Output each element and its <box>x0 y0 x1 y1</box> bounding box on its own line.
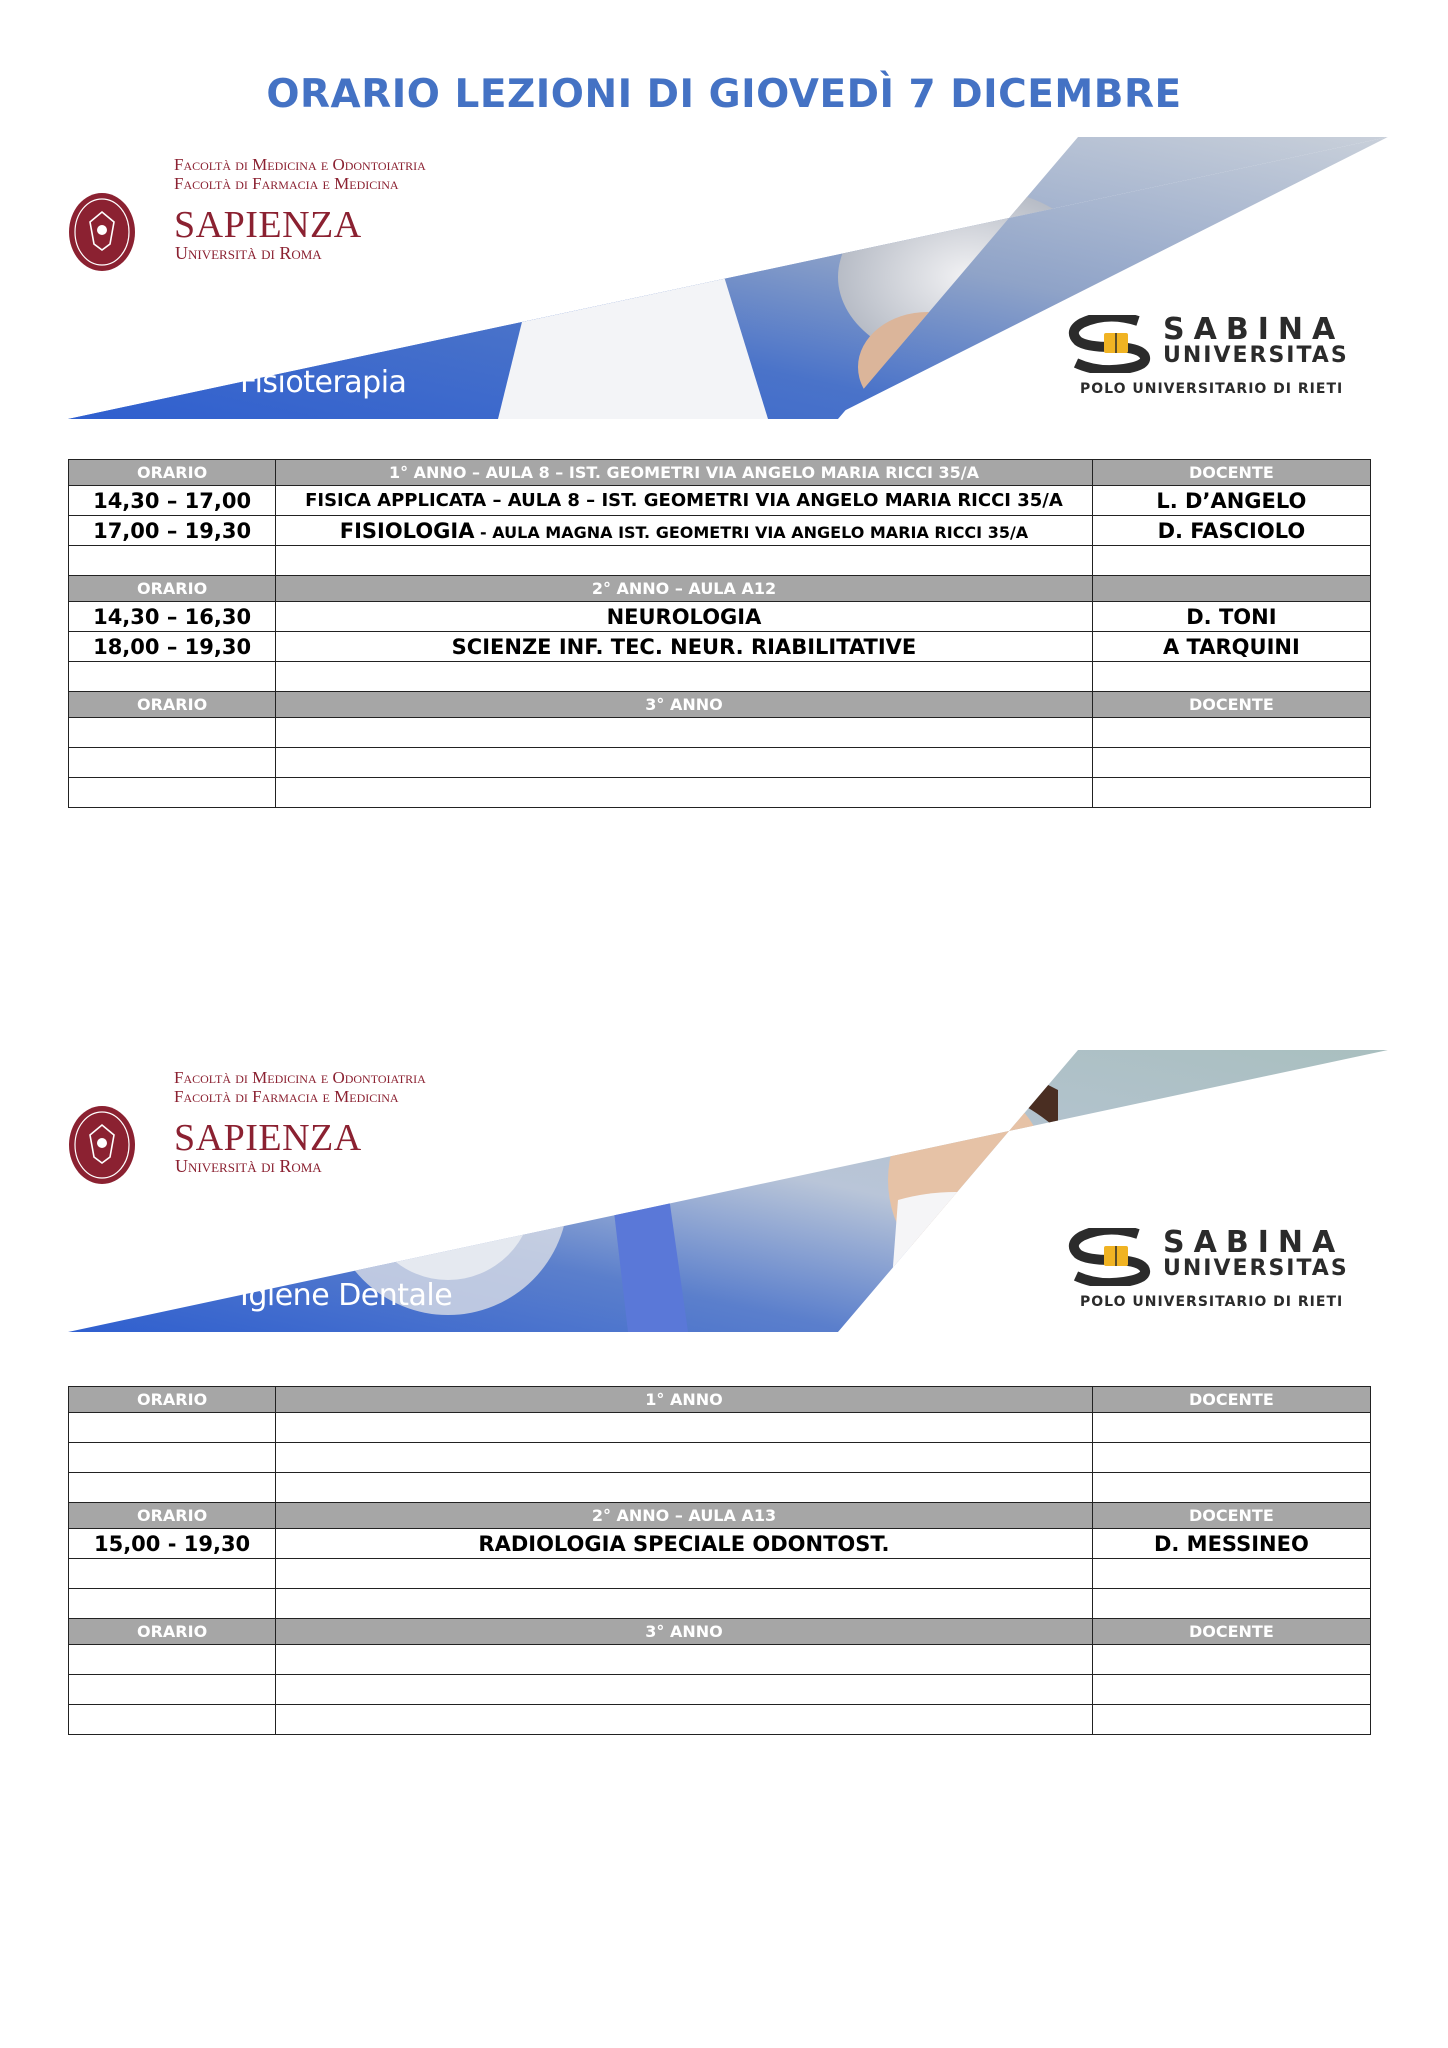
table-row <box>69 1443 1371 1473</box>
cell-subject <box>276 1443 1093 1473</box>
cell-time: 17,00 – 19,30 <box>69 516 276 546</box>
header-teacher: DOCENTE <box>1092 1503 1370 1529</box>
sabina-name: SABINA <box>1163 1225 1345 1260</box>
cell-teacher <box>1092 778 1370 808</box>
table-row <box>69 632 1371 662</box>
banner-igiene-dentale <box>68 1050 1388 1332</box>
cell-subject: SCIENZE INF. TEC. NEUR. RIABILITATIVE <box>276 632 1093 662</box>
table-row <box>69 718 1371 748</box>
header-subject: 2° ANNO – AULA A12 <box>276 576 1093 602</box>
cell-teacher <box>1092 1705 1370 1735</box>
header-time: ORARIO <box>69 576 276 602</box>
faculty-line-1: Facoltà di Medicina e Odontoiatria <box>174 1068 426 1087</box>
cell-teacher: L. D’ANGELO <box>1092 486 1370 516</box>
header-time: ORARIO <box>69 692 276 718</box>
cell-teacher <box>1092 1413 1370 1443</box>
table-row <box>69 1645 1371 1675</box>
faculty-line-2: Facoltà di Farmacia e Medicina <box>174 1087 399 1106</box>
header-teacher: DOCENTE <box>1092 1619 1370 1645</box>
header-teacher: DOCENTE <box>1092 460 1370 486</box>
cell-teacher: A TARQUINI <box>1092 632 1370 662</box>
table-row <box>69 516 1371 546</box>
faculty-line-2: Facoltà di Farmacia e Medicina <box>174 174 399 193</box>
cell-teacher <box>1092 546 1370 576</box>
cell-subject <box>276 1589 1093 1619</box>
cell-subject <box>276 1413 1093 1443</box>
cell-teacher <box>1092 662 1370 692</box>
cell-teacher: D. TONI <box>1092 602 1370 632</box>
cell-teacher: D. MESSINEO <box>1092 1529 1370 1559</box>
table-row <box>69 1473 1371 1503</box>
cell-subject <box>276 546 1093 576</box>
sabina-name: SABINA <box>1163 312 1345 347</box>
header-time: ORARIO <box>69 1503 276 1529</box>
header-teacher: DOCENTE <box>1092 692 1370 718</box>
table-row <box>69 1413 1371 1443</box>
cell-subject <box>276 1645 1093 1675</box>
universitas-name: UNIVERSITAS <box>1163 1256 1349 1281</box>
table-row <box>69 1675 1371 1705</box>
course-name: Igiene Dentale <box>240 1278 453 1313</box>
cell-teacher <box>1092 1443 1370 1473</box>
cell-subject <box>276 748 1093 778</box>
course-name: Fisioterapia <box>240 365 407 400</box>
banner-fisioterapia <box>68 137 1388 419</box>
cell-time <box>69 1705 276 1735</box>
table-header-row <box>69 1503 1371 1529</box>
cell-subject <box>276 1559 1093 1589</box>
cell-time <box>69 1413 276 1443</box>
table-row <box>69 1705 1371 1735</box>
cell-time <box>69 1443 276 1473</box>
header-teacher <box>1092 576 1370 602</box>
sabina-universitas-logo <box>1068 1225 1368 1318</box>
sapienza-subtitle: Università di Roma <box>175 1156 322 1176</box>
universitas-name: UNIVERSITAS <box>1163 343 1349 368</box>
sabina-universitas-logo <box>1068 312 1368 405</box>
cell-teacher <box>1092 1473 1370 1503</box>
sapienza-wordmark: SAPIENZA <box>174 1117 362 1159</box>
cell-time <box>69 1675 276 1705</box>
header-subject: 1° ANNO – AULA 8 – IST. GEOMETRI VIA ANGELO MARIA RICCI 35/A <box>276 460 1093 486</box>
cell-subject <box>276 516 1093 546</box>
cell-time <box>69 1589 276 1619</box>
header-time: ORARIO <box>69 460 276 486</box>
cell-time: 14,30 – 17,00 <box>69 486 276 516</box>
cell-time <box>69 1645 276 1675</box>
cell-time <box>69 718 276 748</box>
cell-teacher <box>1092 1675 1370 1705</box>
cell-subject <box>276 778 1093 808</box>
cell-time <box>69 748 276 778</box>
sabina-s-mark-icon <box>1068 1228 1156 1286</box>
cell-subject <box>276 1473 1093 1503</box>
header-teacher: DOCENTE <box>1092 1387 1370 1413</box>
table-header-row <box>69 460 1371 486</box>
cell-subject: NEUROLOGIA <box>276 602 1093 632</box>
sapienza-wordmark: SAPIENZA <box>174 204 362 246</box>
table-header-row <box>69 692 1371 718</box>
cell-subject <box>276 1705 1093 1735</box>
table-row <box>69 662 1371 692</box>
cell-time: 14,30 – 16,30 <box>69 602 276 632</box>
cell-teacher <box>1092 1645 1370 1675</box>
table-header-row <box>69 576 1371 602</box>
cell-time <box>69 1473 276 1503</box>
cell-subject: RADIOLOGIA SPECIALE ODONTOST. <box>276 1529 1093 1559</box>
table-row <box>69 778 1371 808</box>
subject-location: - AULA MAGNA IST. GEOMETRI VIA ANGELO MARIA RICCI 35/A <box>474 522 1029 542</box>
table-row <box>69 748 1371 778</box>
cell-time <box>69 546 276 576</box>
header-subject: 3° ANNO <box>276 692 1093 718</box>
table-row <box>69 1559 1371 1589</box>
table-row <box>69 546 1371 576</box>
cell-subject: FISICA APPLICATA – AULA 8 – IST. GEOMETRI VIA ANGELO MARIA RICCI 35/A <box>276 486 1093 516</box>
page-title: ORARIO LEZIONI DI GIOVEDÌ 7 DICEMBRE <box>266 72 1182 117</box>
table-header-row <box>69 1387 1371 1413</box>
header-subject: 3° ANNO <box>276 1619 1093 1645</box>
cell-teacher <box>1092 1559 1370 1589</box>
sabina-s-mark-icon <box>1068 315 1156 373</box>
subject-main: FISIOLOGIA <box>339 518 475 543</box>
sapienza-seal-logo <box>68 1105 136 1185</box>
table-row <box>69 1529 1371 1559</box>
polo-rieti: POLO UNIVERSITARIO DI RIETI <box>1080 1294 1344 1310</box>
cell-teacher: D. FASCIOLO <box>1092 516 1370 546</box>
cell-subject <box>276 718 1093 748</box>
sapienza-seal-logo <box>68 192 136 272</box>
table-header-row <box>69 1619 1371 1645</box>
cell-time <box>69 1559 276 1589</box>
header-time: ORARIO <box>69 1619 276 1645</box>
header-subject: 2° ANNO – AULA A13 <box>276 1503 1093 1529</box>
cell-teacher <box>1092 718 1370 748</box>
cell-teacher <box>1092 748 1370 778</box>
cell-time <box>69 662 276 692</box>
table-row <box>69 1589 1371 1619</box>
cell-teacher <box>1092 1589 1370 1619</box>
table-row <box>69 486 1371 516</box>
table-row <box>69 602 1371 632</box>
cell-subject <box>276 662 1093 692</box>
cell-time: 15,00 - 19,30 <box>69 1529 276 1559</box>
header-time: ORARIO <box>69 1387 276 1413</box>
schedule-table-fisioterapia <box>68 459 1371 808</box>
cell-time <box>69 778 276 808</box>
faculty-line-1: Facoltà di Medicina e Odontoiatria <box>174 155 426 174</box>
sapienza-subtitle: Università di Roma <box>175 243 322 263</box>
cell-time: 18,00 – 19,30 <box>69 632 276 662</box>
polo-rieti: POLO UNIVERSITARIO DI RIETI <box>1080 381 1344 397</box>
schedule-table-igiene-dentale <box>68 1386 1371 1735</box>
header-subject: 1° ANNO <box>276 1387 1093 1413</box>
cell-subject <box>276 1675 1093 1705</box>
